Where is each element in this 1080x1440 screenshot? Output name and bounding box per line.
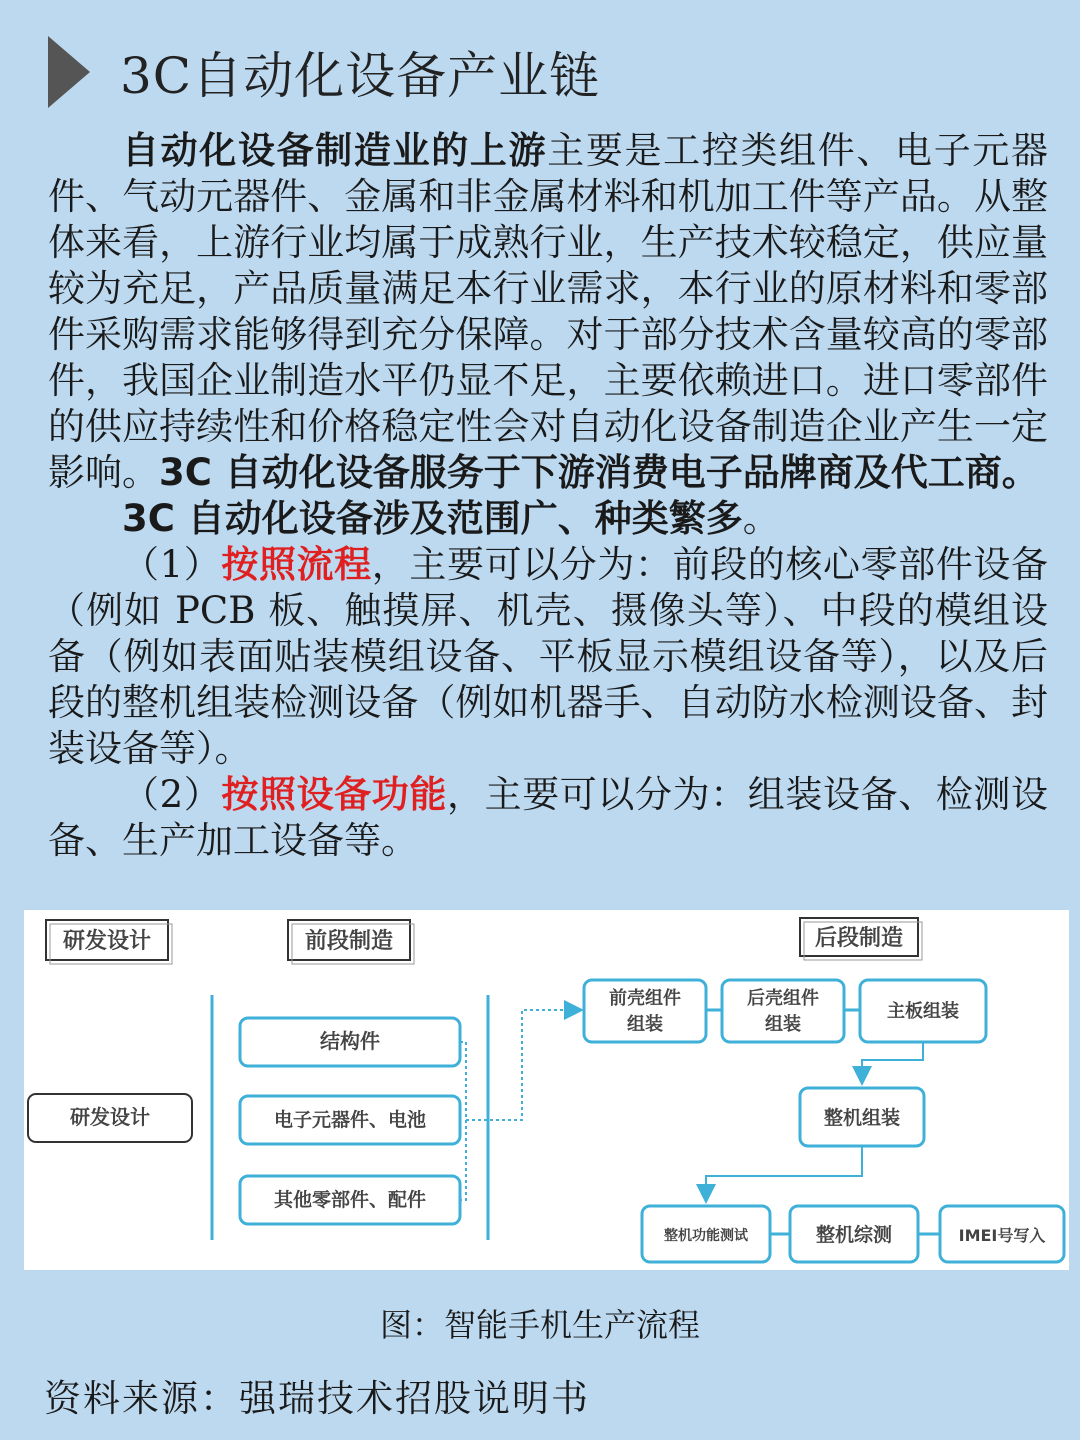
header-rd-label: 研发设计: [62, 929, 152, 954]
front-to-back-arrow: [466, 1010, 580, 1120]
paragraph-scope: [48, 496, 1048, 542]
back-box-mainboard: [860, 980, 986, 1042]
arrow-to-assembly: [862, 1042, 923, 1082]
paragraph-upstream: [48, 128, 1048, 496]
back-box-function-test-label: 整机功能测试: [664, 1228, 748, 1244]
back-box-imei: [940, 1206, 1064, 1262]
arrow-to-testing: [706, 1146, 862, 1200]
figure-caption: 图：智能手机生产流程: [379, 1306, 700, 1344]
header-front: [288, 920, 414, 964]
rd-box: [28, 1094, 192, 1142]
body-text: [48, 128, 1048, 864]
back-box-front-shell-line2: 组装: [627, 1014, 663, 1035]
upstream-text: 主要是工控类组件、电子元器件、气动元器件、金属和非金属材料和机加工件等产品。从整体来看，上游行业均属于成熟行业，生产技术较稳定，供应量较为充足，产品质量满足本行业需求，本行业的原材料和零部件采购需求能够得到充分保障。对于部分技术含量较高的零部件，我国企业制造水平仍显不足，主要依赖进口。进口零部件的供应持续性和价格稳定性会对自动化设备制造企业产生一定影响。: [48, 129, 1049, 494]
front-box-electronics: [240, 1096, 460, 1144]
by-function-text: ，主要可以分为：组装设备、检测设备、生产加工设备等。: [48, 773, 1049, 862]
header-rd: [46, 920, 172, 964]
by-process-label: 按照流程: [221, 543, 372, 586]
scope-end: 。: [742, 497, 780, 540]
back-box-comprehensive-test-label: 整机综测: [815, 1224, 893, 1246]
source-note: 资料来源：强瑞技术招股说明书: [44, 1377, 590, 1420]
back-box-imei-label: IMEI号写入: [958, 1226, 1046, 1245]
front-box-other: [240, 1176, 460, 1224]
by-process-text: ，主要可以分为：前段的核心零部件设备（例如 PCB 板、触摸屏、机壳、摄像头等）、中段的模组设备（例如表面贴装模组设备、平板显示模组设备等），以及后段的整机组装检测设备（例如机器手、自动防水检测设备、封装设备等）。: [48, 543, 1049, 770]
rd-box-label: 研发设计: [70, 1105, 150, 1129]
downstream-text: 3C 自动化设备服务于下游消费电子品牌商及代工商。: [159, 451, 1039, 494]
upstream-lead: 自动化设备制造业的上游: [122, 129, 548, 172]
page-title: 3C自动化设备产业链: [120, 47, 601, 105]
front-box-other-label: 其他零部件、配件: [273, 1189, 427, 1211]
assembly-box: [800, 1088, 924, 1146]
item-number-2: （2）: [122, 773, 222, 816]
front-box-electronics-label: 电子元器件、电池: [273, 1109, 427, 1131]
back-box-mainboard-label: 主板组装: [887, 1001, 959, 1022]
header-front-label: 前段制造: [304, 929, 394, 954]
back-box-rear-shell-line2: 组装: [765, 1014, 801, 1035]
triangle-bullet-icon: [48, 36, 90, 108]
back-box-function-test: [642, 1206, 770, 1262]
by-function-label: 按照设备功能: [221, 773, 447, 816]
front-box-structure-label: 结构件: [320, 1029, 380, 1053]
back-box-rear-shell: [722, 980, 844, 1042]
header-back-label: 后段制造: [814, 926, 904, 951]
scope-text: 3C 自动化设备涉及范围广、种类繁多: [122, 497, 743, 540]
production-flow-diagram: [24, 910, 1069, 1270]
item-number-1: （1）: [122, 543, 222, 586]
assembly-box-label: 整机组装: [823, 1107, 901, 1129]
paragraph-by-process: [48, 542, 1048, 772]
paragraph-by-function: [48, 772, 1048, 864]
back-box-comprehensive-test: [790, 1206, 918, 1262]
header-back: [800, 918, 922, 960]
back-box-front-shell-line1: 前壳组件: [609, 988, 681, 1009]
back-box-rear-shell-line1: 后壳组件: [747, 988, 819, 1009]
front-box-structure: [240, 1018, 460, 1066]
title-row: [48, 34, 600, 110]
back-box-front-shell: [584, 980, 706, 1042]
